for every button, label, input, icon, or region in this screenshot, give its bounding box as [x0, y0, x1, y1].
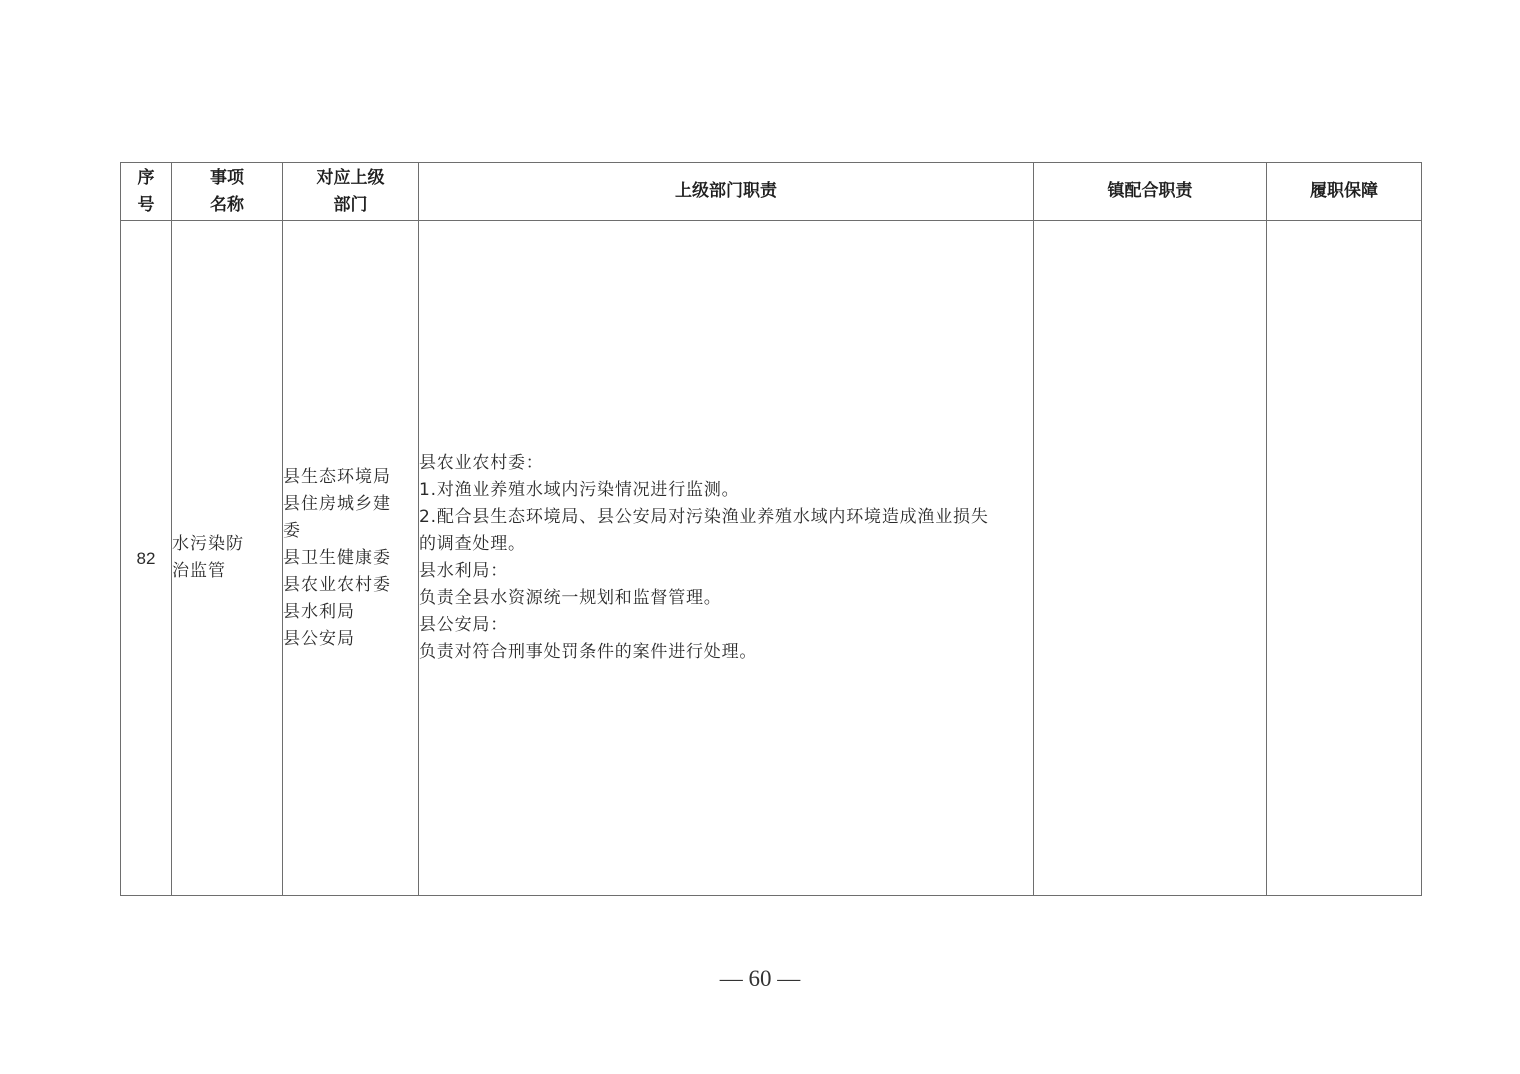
header-superior-dept-line: 对应上级 [316, 167, 385, 188]
department-line: 县水利局 [283, 601, 355, 622]
duty-line: 负责全县水资源统一规划和监督管理。 [419, 588, 722, 608]
duty-line: 的调查处理。 [419, 534, 526, 554]
table-header-row [121, 163, 1422, 221]
table-row [121, 221, 1422, 896]
department-line: 县公安局 [283, 628, 355, 649]
cell-town-duties [1034, 221, 1267, 896]
header-item-name-line: 事项 [210, 167, 244, 188]
page-number: — 60 — [719, 966, 801, 991]
cell-item-name [172, 221, 283, 896]
header-superior-dept [283, 163, 419, 221]
header-seq-line: 序 [137, 167, 155, 188]
header-town-duties: 镇配合职责 [1034, 163, 1267, 221]
cell-departments [283, 221, 419, 896]
department-line: 县生态环境局 [283, 466, 391, 487]
item-name-line: 治监管 [172, 561, 226, 581]
header-item-name-line: 名称 [210, 194, 244, 215]
header-superior-dept-line: 部门 [333, 194, 368, 215]
cell-guarantee [1267, 221, 1422, 896]
cell-seq: 82 [121, 221, 172, 896]
department-line: 县农业农村委 [283, 574, 391, 595]
header-seq [121, 163, 172, 221]
duty-table [120, 162, 1422, 896]
header-superior-duties: 上级部门职责 [419, 163, 1034, 221]
department-line: 县卫生健康委 [283, 547, 391, 568]
duty-line: 1.对渔业养殖水域内污染情况进行监测。 [419, 480, 740, 500]
duty-line: 县农业农村委： [419, 453, 544, 473]
header-guarantee: 履职保障 [1267, 163, 1422, 221]
cell-superior-duties [419, 221, 1034, 896]
duty-line: 2.配合县生态环境局、县公安局对污染渔业养殖水域内环境造成渔业损失 [419, 507, 989, 527]
department-line: 县住房城乡建 [283, 493, 391, 514]
item-name-line: 水污染防 [172, 534, 244, 554]
duty-line: 县水利局： [419, 561, 508, 581]
header-item-name [172, 163, 283, 221]
header-seq-line: 号 [137, 194, 155, 215]
duty-line: 负责对符合刑事处罚条件的案件进行处理。 [419, 642, 758, 662]
duty-line: 县公安局： [419, 615, 508, 635]
department-line: 委 [283, 520, 301, 541]
